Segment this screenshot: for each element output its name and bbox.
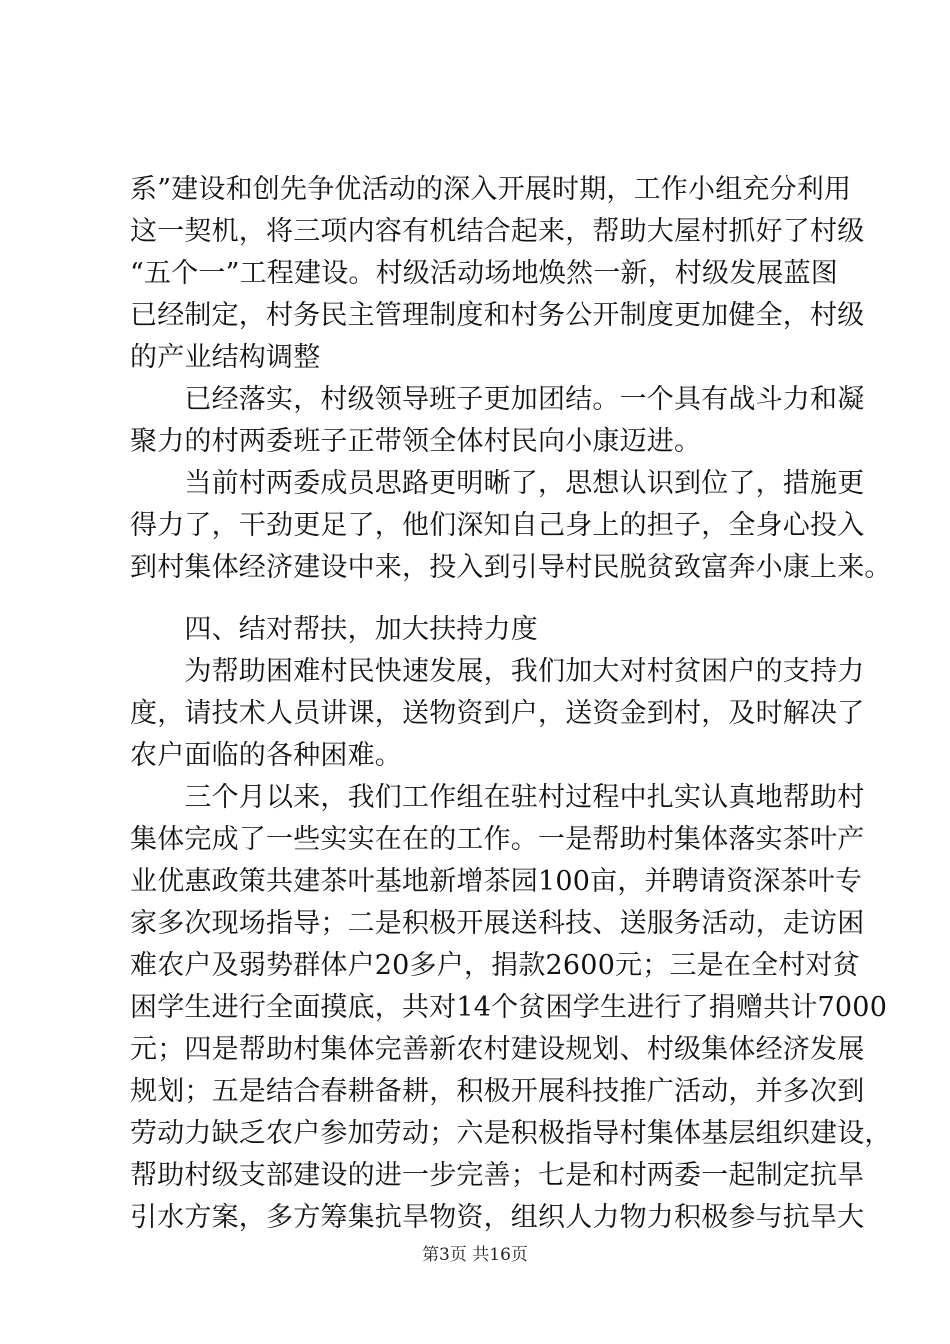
body-text-line: 业优惠政策共建茶叶基地新增茶园100亩，并聘请资深茶叶专 xyxy=(130,866,863,897)
body-text-line: 农户面临的各种困难。 xyxy=(130,740,402,771)
body-text-line: 集体完成了一些实实在在的工作。一是帮助村集体落实茶叶产 xyxy=(130,824,865,855)
body-text-line: 的产业结构调整 xyxy=(130,342,321,373)
body-text-line: 元；四是帮助村集体完善新农村建设规划、村级集体经济发展 xyxy=(130,1034,865,1065)
body-text-line: 到村集体经济建设中来，投入到引导村民脱贫致富奔小康上来。 xyxy=(130,552,892,583)
body-text-line: 度，请技术人员讲课，送物资到户，送资金到村，及时解决了 xyxy=(130,698,865,729)
body-text-line: 家多次现场指导；二是积极开展送科技、送服务活动，走访困 xyxy=(130,908,865,939)
body-text-line: 帮助村级支部建设的进一步完善；七是和村两委一起制定抗旱 xyxy=(130,1160,865,1191)
body-text-line: 劳动力缺乏农户参加劳动；六是积极指导村集体基层组织建设， xyxy=(130,1118,892,1149)
body-text-line: 为帮助困难村民快速发展，我们加大对村贫困户的支持力 xyxy=(130,656,865,687)
body-text-line: 系”建设和创先争优活动的深入开展时期，工作小组充分利用 xyxy=(130,174,852,205)
body-text-line: “五个一”工程建设。村级活动场地焕然一新，村级发展蓝图 xyxy=(130,258,839,289)
body-text-line: 已经落实，村级领导班子更加团结。一个具有战斗力和凝 xyxy=(130,384,865,415)
body-text-line: 聚力的村两委班子正带领全体村民向小康迈进。 xyxy=(130,426,702,457)
body-text-line: 引水方案，多方筹集抗旱物资，组织人力物力积极参与抗旱大 xyxy=(130,1202,865,1233)
page-number-footer: 第3页 共16页 xyxy=(422,1245,528,1265)
body-text-line: 得力了，干劲更足了，他们深知自己身上的担子，全身心投入 xyxy=(130,510,865,541)
body-text-line: 困学生进行全面摸底，共对14个贫困学生进行了捐赠共计7000 xyxy=(130,992,888,1023)
body-text-line: 难农户及弱势群体户20多户，捐款2600元；三是在全村对贫 xyxy=(130,950,860,981)
body-text-line: 当前村两委成员思路更明晰了，思想认识到位了，措施更 xyxy=(130,468,865,499)
body-text-line: 这一契机，将三项内容有机结合起来，帮助大屋村抓好了村级 xyxy=(130,216,865,247)
body-text-line: 规划；五是结合春耕备耕，积极开展科技推广活动，并多次到 xyxy=(130,1076,865,1107)
body-text-line: 已经制定，村务民主管理制度和村务公开制度更加健全，村级 xyxy=(130,300,865,331)
body-text-line: 三个月以来，我们工作组在驻村过程中扎实认真地帮助村 xyxy=(130,782,865,813)
section-heading: 四、结对帮扶，加大扶持力度 xyxy=(130,614,538,645)
